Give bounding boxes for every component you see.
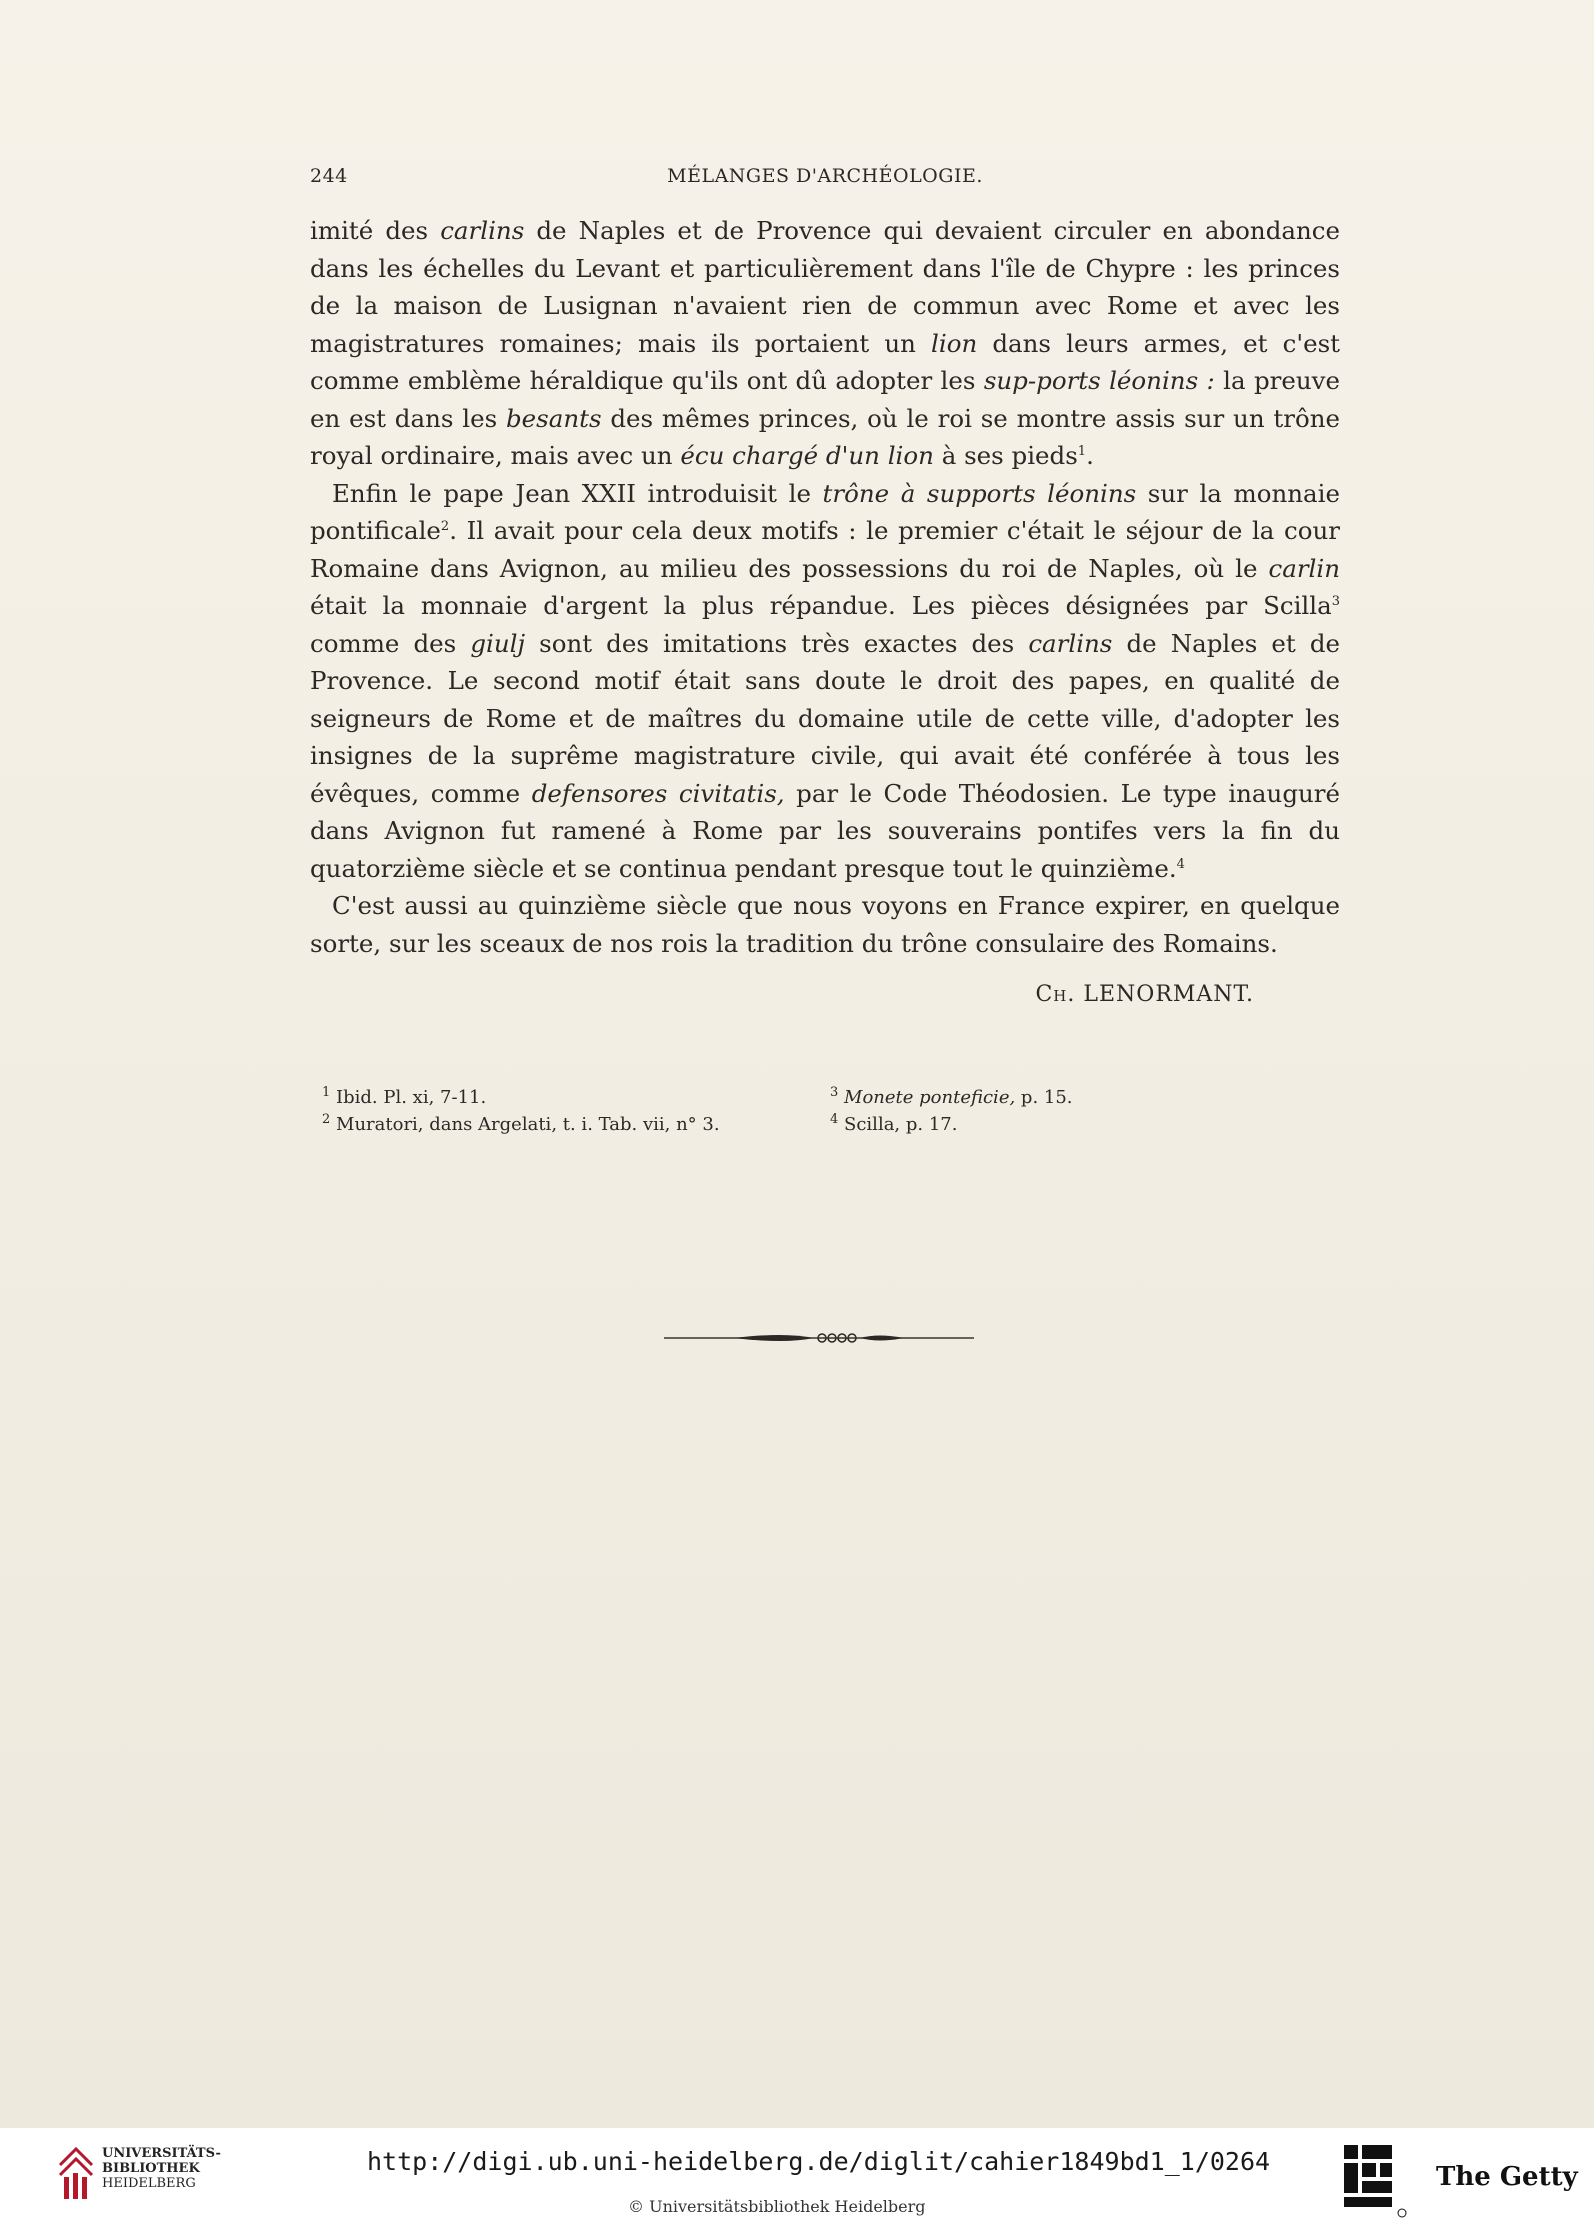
footnote-ref-4: 4 xyxy=(1176,856,1185,872)
page-number: 244 xyxy=(310,165,348,187)
running-head xyxy=(310,165,1340,195)
body-text xyxy=(310,212,1340,962)
footnote-3: $^3$ Monete ponteficie, p. 15. xyxy=(830,1085,1073,1108)
footnote-4: $^4$ Scilla, p. 17. xyxy=(830,1112,958,1135)
getty-logo-icon xyxy=(1342,2143,1410,2221)
paragraph-2: Enfin le pape Jean XXII introduisit le trône à supports léonins sur la monnaie pontificale$^2$. Il avait pour cela deux motifs : le premier c'était le séjour de la cour Romaine dans Avignon, au milieu des possessions du roi de Naples, où le carlin était la monnaie d'argent la plus répandue. Les pièces désignées par Scilla$^3$ comme des giulj sont des imitations très exactes des carlins de Naples et de Provence. Le second motif était sans doute le droit des papes, en qualité de seigneurs de Rome et de maîtres du domaine utile de cette ville, d'adopter les insignes de la suprême magistrature civile, qui avait été conférée à tous les évêques, comme defensores civitatis, par le Code Théodosien. Le type inauguré dans Avignon fut ramené à Rome par les souverains pontifes vers la fin du quatorzième siècle et se continua pendant presque tout le quinzième.$^4$ xyxy=(310,478,1340,883)
footnote-ref-3: 3 xyxy=(1331,593,1340,609)
partner-name: The Getty xyxy=(1436,2162,1578,2192)
paragraph-1: imité des carlins de Naples et de Provence qui devaient circuler en abondance dans les échelles du Levant et particulièrement dans l'île de Chypre : les princes de la maison de Lusignan n'avaient rien de commun avec Rome et avec les magistratures romaines; mais ils portaient un lion dans leurs armes, et c'est comme emblème héraldique qu'ils ont dû adopter les sup-ports léonins : la preuve en est dans les besants des mêmes princes, où le roi se montre assis sur un trône royal ordinaire, mais avec un écu chargé d'un lion à ses pieds$^1$. xyxy=(310,216,1340,470)
permalink-url[interactable]: http://digi.ub.uni-heidelberg.de/diglit/cahier1849bd1_1/0264 xyxy=(367,2147,1271,2176)
library-name: UNIVERSITÄTS- BIBLIOTHEK HEIDELBERG xyxy=(102,2146,221,2191)
paragraph-3: C'est aussi au quinzième siècle que nous voyons en France expirer, en quelque sorte, sur les sceaux de nos rois la tradition du trône consulaire des Romains. xyxy=(310,891,1340,958)
ornament-divider-icon xyxy=(664,1330,974,1346)
running-title: MÉLANGES D'ARCHÉOLOGIE. xyxy=(667,165,983,187)
footnote-2: $^2$ Muratori, dans Argelati, t. i. Tab. vii, n° 3. xyxy=(322,1112,720,1135)
footnote-ref-1: 1 xyxy=(1077,443,1087,459)
copyright-notice: © Universitätsbibliothek Heidelberg xyxy=(628,2197,926,2216)
heidelberg-library-logo-icon xyxy=(56,2143,96,2203)
footnote-1: $^1$ Ibid. Pl. xi, 7-11. xyxy=(322,1085,487,1108)
footnote-ref-2: 2 xyxy=(440,518,450,534)
author-signature: Ch. LENORMANT. xyxy=(1035,982,1254,1007)
